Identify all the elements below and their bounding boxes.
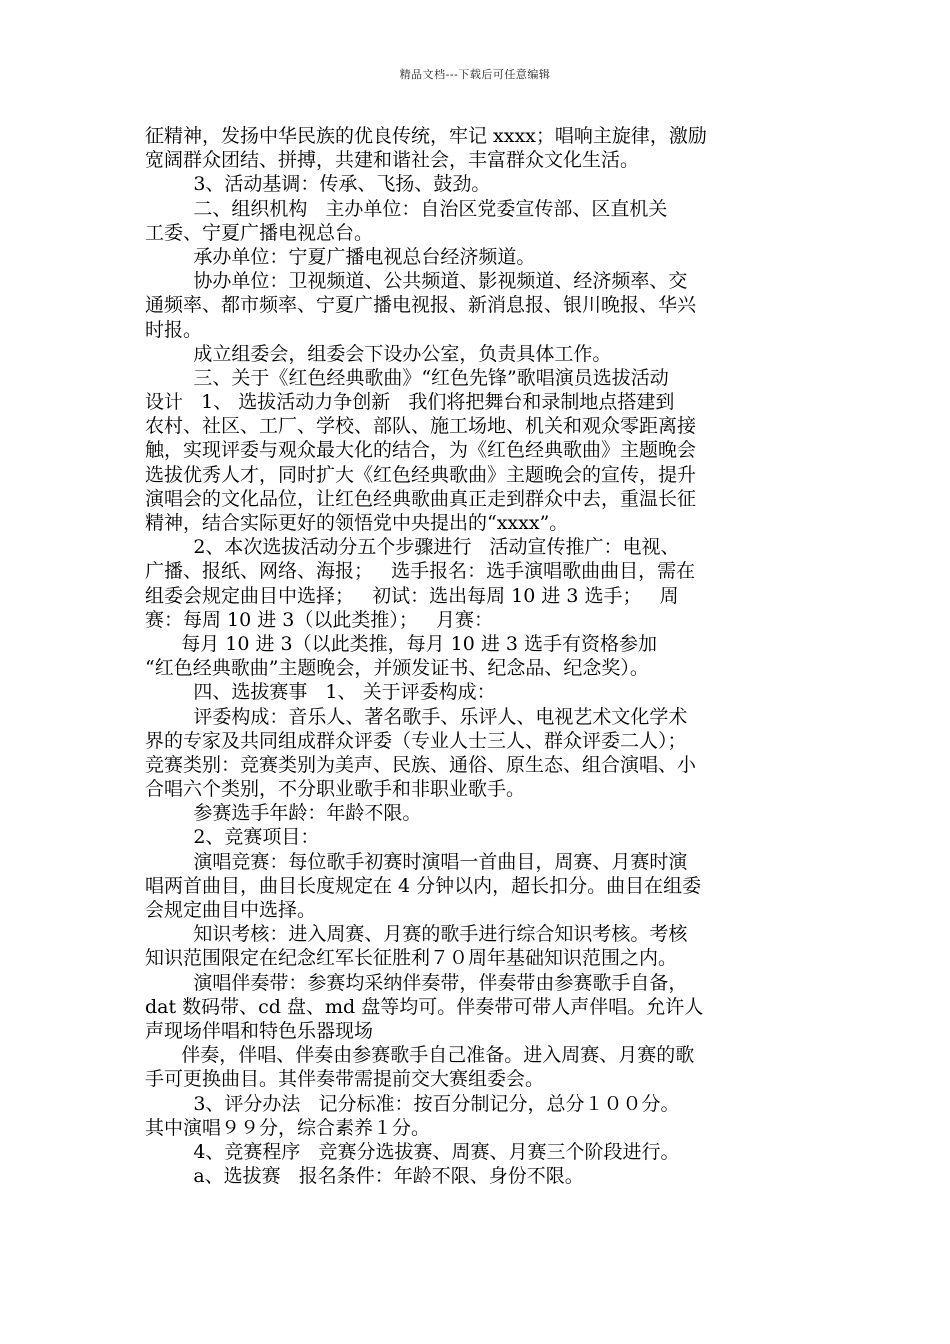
text-line: 三、关于《红色经典歌曲》“红色先锋”歌唱演员选拔活动: [145, 366, 669, 389]
text-line: 声现场伴唱和特色乐器现场: [145, 1019, 374, 1042]
text-line: 评委构成：音乐人、著名歌手、乐评人、电视艺术文化学术: [145, 705, 688, 728]
text-line: 征精神，发扬中华民族的优良传统，牢记 xxxx；唱响主旋律，激励: [145, 125, 707, 147]
text-line: dat 数码带、cd 盘、md 盘等均可。伴奏带可带人声伴唱。允许人: [145, 995, 704, 1018]
page-header: 精品文档---下载后可任意编辑: [399, 68, 551, 81]
text-line: 知识范围限定在纪念红军长征胜利７０周年基础知识范围之内。: [145, 947, 678, 970]
text-line: 设计 1、 选拔活动力争创新 我们将把舞台和录制地点搭建到: [145, 391, 675, 414]
text-line: 其中演唱９９分，综合素养１分。: [145, 1116, 431, 1139]
text-line: 组委会规定曲目中选择； 初试：选出每周 10 进 3 选手； 周: [145, 584, 679, 607]
text-line: 二、组织机构 主办单位：自治区党委宣传部、区直机关: [145, 197, 668, 220]
text-line: 竞赛类别：竞赛类别为美声、民族、通俗、原生态、组合演唱、小: [145, 753, 697, 776]
text-line: 会规定曲目中选择。: [145, 899, 317, 921]
text-line: 每月 10 进 3（以此类推，每月 10 进 3 选手有资格参加: [145, 632, 658, 655]
text-line: 农村、社区、工厂、学校、部队、施工场地、机关和观众零距离接: [145, 415, 697, 438]
text-line: 合唱六个类别，不分职业歌手和非职业歌手。: [145, 778, 526, 801]
text-line: 演唱竞赛：每位歌手初赛时演唱一首曲目，周赛、月赛时演: [145, 850, 688, 873]
text-line: 成立组委会，组委会下设办公室，负责具体工作。: [145, 342, 612, 365]
document-body: [145, 124, 815, 1188]
text-line: 2、本次选拔活动分五个步骤进行 活动宣传推广：电视、: [145, 536, 680, 559]
text-line: 4、竞赛程序 竞赛分选拔赛、周赛、月赛三个阶段进行。: [145, 1140, 680, 1163]
text-line: 协办单位：卫视频道、公共频道、影视频道、经济频率、交: [145, 270, 688, 293]
text-line: 触，实现评委与观众最大化的结合，为《红色经典歌曲》主题晚会: [145, 439, 697, 462]
text-line: 唱两首曲目，曲目长度规定在 4 分钟以内，超长扣分。曲目在组委: [145, 874, 702, 897]
text-line: 选拔优秀人才，同时扩大《红色经典歌曲》主题晚会的宣传，提升: [145, 463, 697, 486]
text-line: 宽阔群众团结、拼搏，共建和谐社会，丰富群众文化生活。: [145, 149, 640, 172]
text-line: 2、竞赛项目：: [145, 826, 320, 849]
text-line: a、选拔赛 报名条件：年龄不限、身份不限。: [145, 1165, 584, 1188]
text-line: 伴奏，伴唱、伴奏由参赛歌手自己准备。进入周赛、月赛的歌: [145, 1044, 695, 1067]
text-line: “红色经典歌曲”主题晚会，并颁发证书、纪念品、纪念奖）。: [145, 657, 649, 680]
text-line: 参赛选手年龄：年龄不限。: [145, 802, 422, 825]
text-line: 赛：每周 10 进 3（以此类推）； 月赛：: [145, 608, 494, 631]
text-line: 界的专家及共同组成群众评委（专业人士三人、群众评委二人）；: [145, 729, 687, 752]
text-line: 手可更换曲目。其伴奏带需提前交大赛组委会。: [145, 1068, 545, 1091]
text-line: 时报。: [145, 318, 203, 341]
text-line: 承办单位：宁夏广播电视总台经济频道。: [145, 245, 536, 268]
text-line: 通频率、都市频率、宁夏广播电视报、新消息报、银川晚报、华兴: [145, 294, 697, 317]
text-line: 广播、报纸、网络、海报； 选手报名：选手演唱歌曲曲目，需在: [145, 560, 696, 583]
text-line: 3、评分办法 记分标准：按百分制记分，总分１００分。: [145, 1092, 680, 1115]
text-line: 3、活动基调：传承、飞扬、鼓劲。: [145, 173, 491, 196]
text-line: 工委、宁夏广播电视总台。: [145, 221, 374, 244]
text-line: 演唱会的文化品位，让红色经典歌曲真正走到群众中去，重温长征: [145, 487, 697, 510]
text-line: 精神，结合实际更好的领悟党中央提出的“xxxx”。: [145, 512, 569, 534]
text-line: 四、选拔赛事 1、 关于评委构成：: [145, 681, 496, 704]
text-line: 演唱伴奏带：参赛均采纳伴奏带，伴奏带由参赛歌手自备，: [145, 971, 688, 994]
text-line: 知识考核：进入周赛、月赛的歌手进行综合知识考核。考核: [145, 923, 688, 946]
